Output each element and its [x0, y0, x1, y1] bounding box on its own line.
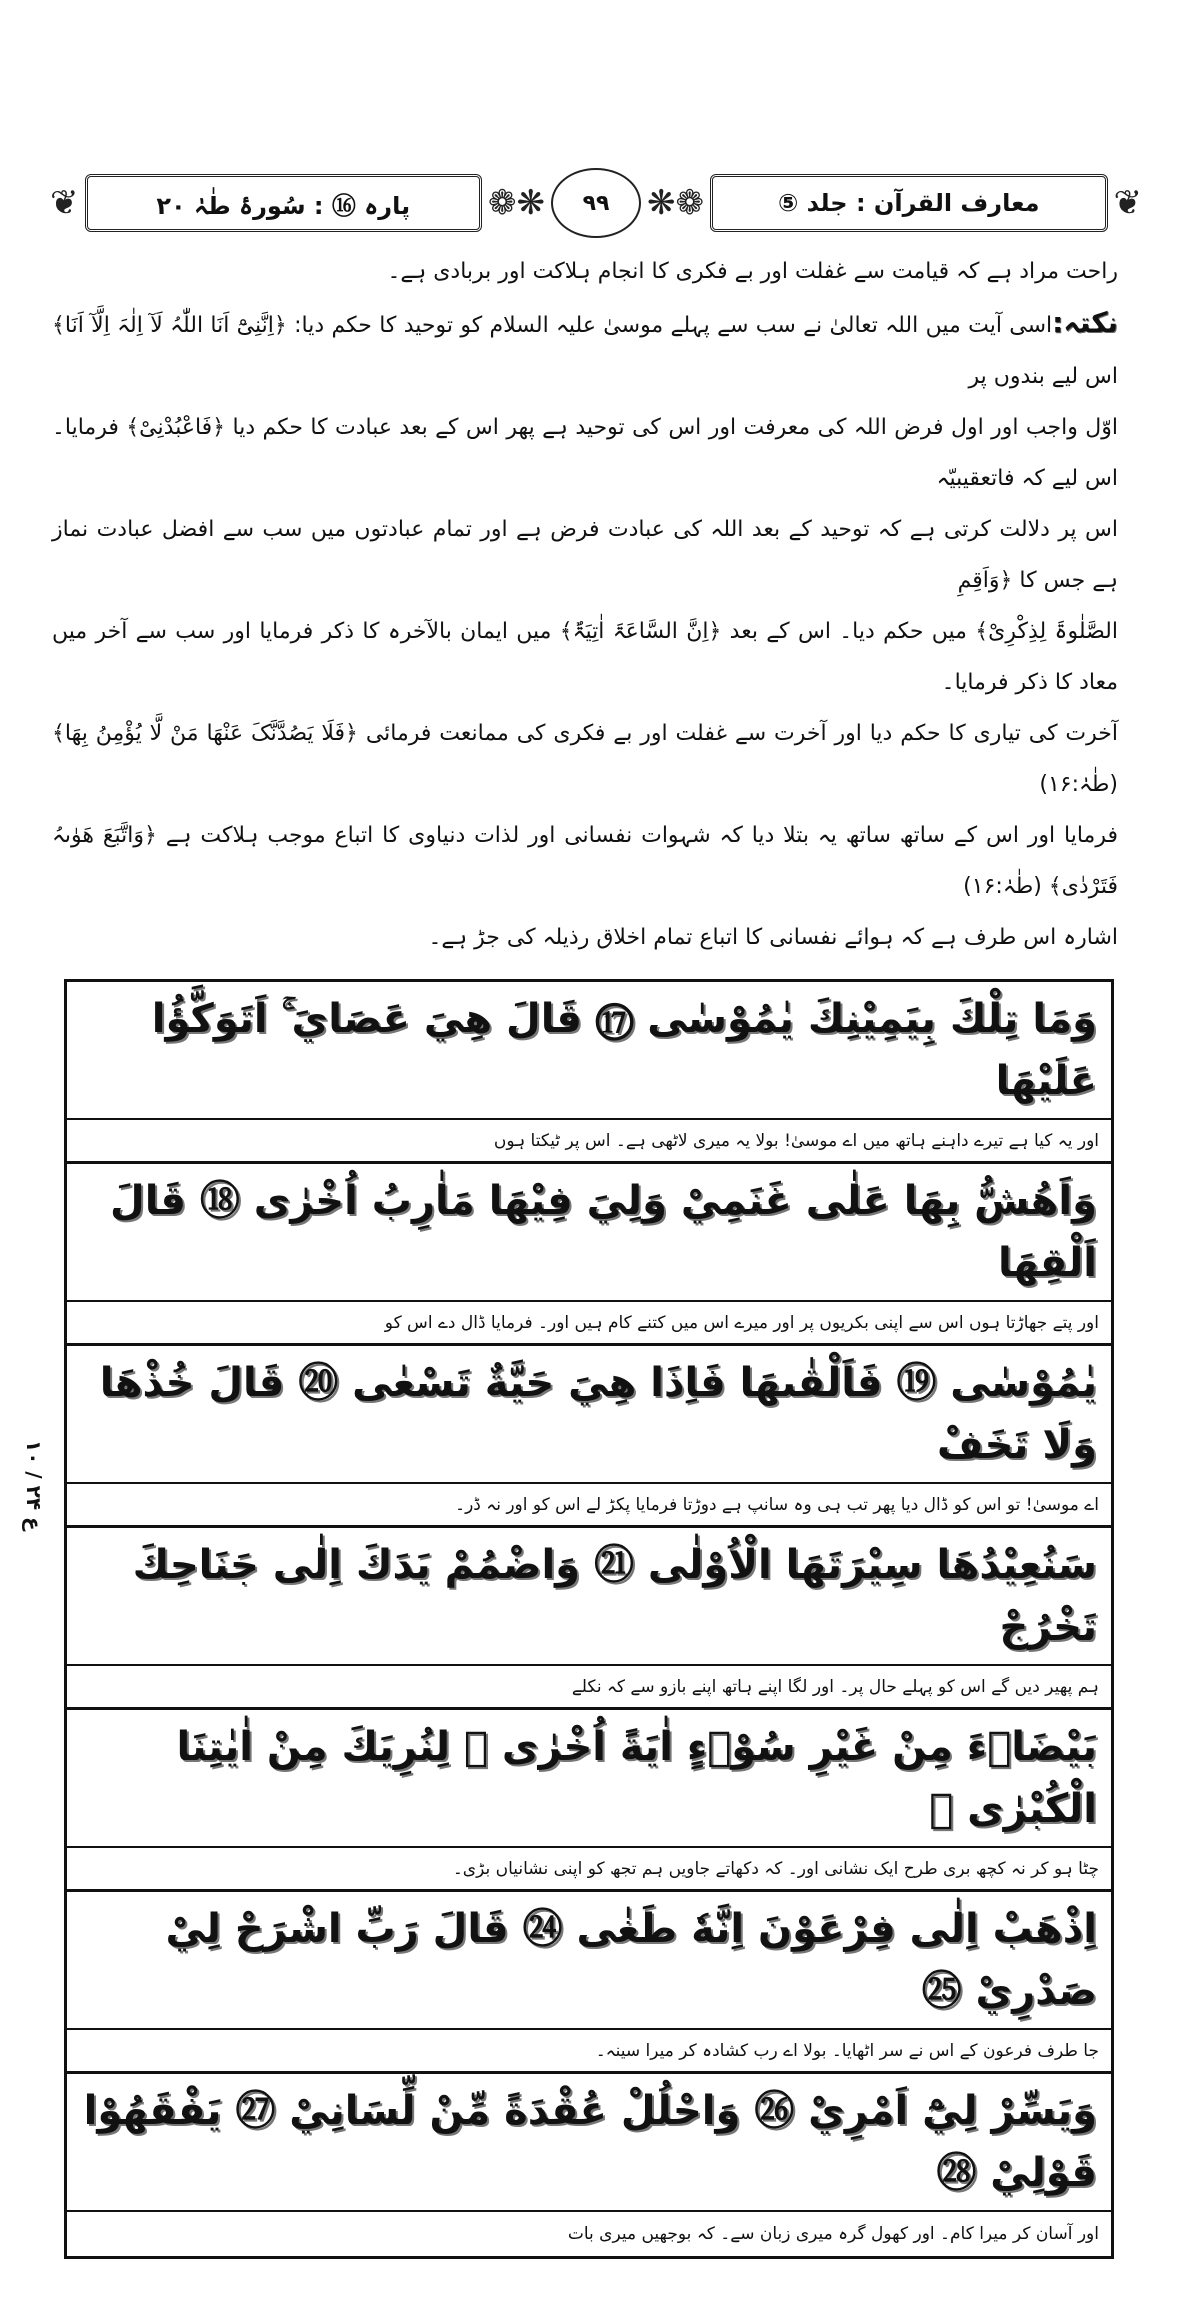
text-line: [52, 297, 1118, 402]
text-line: اشارہ اس طرف ہے کہ ہوائے نفسانی کا اتباع تمام اخلاق رذیلہ کی جڑ ہے۔: [428, 925, 1118, 950]
arabic-verse-row: سَنُعِيْدُهَا سِيْرَتَهَا الْاُوْلٰى ㉑ وَاضْمُمْ يَدَكَ اِلٰى جَنَاحِكَ تَخْرُجْ: [67, 1528, 1111, 1666]
ruku-margin-note: ع ۲۴ / ۱۰: [22, 1440, 46, 1531]
page-header: [50, 168, 1142, 238]
page-number: ۹۹: [551, 168, 641, 238]
text-line: اس پر دلالت کرتی ہے کہ توحید کے بعد اللہ کی عبادت فرض ہے اور تمام عبادتوں میں سب سے افضل عبادت نماز ہے جس کا ﴿وَاَقِمِ: [52, 517, 1118, 593]
para-surah-label: پارہ ⑯ : سُورۂ طٰہٰ ۲۰: [85, 174, 483, 232]
floral-ornament-icon: ❋❁: [647, 183, 704, 223]
translation-row: چٹا ہو کر نہ کچھ بری طرح ایک نشانی اور۔ کہ دکھاتے جاویں ہم تجھ کو اپنی نشانیاں بڑی۔: [67, 1848, 1111, 1892]
arabic-verse-row: اِذْهَبْ اِلٰى فِرْعَوْنَ اِنَّهٗ طَغٰى ㉔ قَالَ رَبِّ اشْرَحْ لِيْ صَدْرِيْ ㉕: [67, 1892, 1111, 2030]
translation-row: اور پتے جھاڑتا ہوں اس سے اپنی بکریوں پر اور میرے اس میں کتنے کام ہیں اور۔ فرمایا ڈال دے اس کو: [67, 1302, 1111, 1346]
nukta-heading: نکتہ:: [1052, 306, 1118, 339]
commentary-text: [52, 246, 1118, 963]
text-line: اوّل واجب اور اول فرض اللہ کی معرفت اور اس کی توحید ہے پھر اس کے بعد عبادت کا حکم دیا ﴿فَاعْبُدْنِیْ﴾ فرمایا۔ اس لیے کہ فاتعقیبیّہ: [52, 415, 1118, 491]
translation-row: اور یہ کیا ہے تیرے داہنے ہاتھ میں اے موسیٰ! بولا یہ میری لاٹھی ہے۔ اس پر ٹیکتا ہوں: [67, 1120, 1111, 1164]
text-line: فرمایا اور اس کے ساتھ ساتھ یہ بتلا دیا کہ شہوات نفسانی اور لذات دنیاوی کا اتباع موجب ہلاکت ہے ﴿وَاتَّبَعَ ھَوٰىہُ فَتَرْدٰی﴾ (طٰہٰ:۱۶): [52, 823, 1118, 899]
text-line-content: اسی آیت میں اللہ تعالیٰ نے سب سے پہلے موسیٰ علیہ السلام کو توحید کا حکم دیا: ﴿اِنَّنِیْٓ اَنَا اللّٰہُ لَآ اِلٰہَ اِلَّآ اَنَا﴾ اس لیے بندوں پر: [52, 313, 1118, 389]
translation-row: اور آسان کر میرا کام۔ اور کھول گرہ میری زبان سے۔ کہ بوجھیں میری بات: [567, 2224, 1099, 2244]
translation-row: ہم پھیر دیں گے اس کو پہلے حال پر۔ اور لگا اپنے ہاتھ اپنے بازو سے کہ نکلے: [67, 1666, 1111, 1710]
arabic-verse-row: وَيَسِّرْ لِيْٓ اَمْرِيْ ㉖ وَاحْلُلْ عُقْدَةً مِّنْ لِّسَانِيْ ㉗ يَفْقَهُوْا قَوْلِيْ ㉘: [67, 2074, 1111, 2212]
ornament-right-icon: ❦: [1113, 183, 1142, 223]
ornament-left-icon: ❦: [50, 183, 79, 223]
arabic-verse-row: وَاَهُشُّ بِهَا عَلٰى غَنَمِيْ وَلِيَ فِيْهَا مَاٰرِبُ اُخْرٰى ⑱ قَالَ اَلْقِهَا: [67, 1164, 1111, 1302]
arabic-verse-row: وَمَا تِلْكَ بِيَمِيْنِكَ يٰمُوْسٰى ⑰ قَالَ هِيَ عَصَايَ ۚ اَتَوَكَّؤُا عَلَيْهَا: [67, 982, 1111, 1120]
text-line: الصَّلٰوۃَ لِذِکْرِیْ﴾ میں حکم دیا۔ اس کے بعد ﴿اِنَّ السَّاعَۃَ اٰتِیَۃٌ﴾ میں ایمان بالآخرہ کا ذکر فرمایا اور سب سے آخر میں معاد کا ذکر فرمایا۔: [52, 619, 1118, 695]
translation-row: جا طرف فرعون کے اس نے سر اٹھایا۔ بولا اے رب کشادہ کر میرا سینہ۔: [67, 2030, 1111, 2074]
text-line: راحت مراد ہے کہ قیامت سے غفلت اور بے فکری کا انجام ہلاکت اور بربادی ہے۔: [387, 259, 1118, 284]
arabic-verse-row: بَيْضَاۤءَ مِنْ غَيْرِ سُوْۤءٍ اٰيَةً اُخْرٰى ㉒ لِنُرِيَكَ مِنْ اٰيٰتِنَا الْكُبْرٰى ㉓: [67, 1710, 1111, 1848]
text-line: آخرت کی تیاری کا حکم دیا اور آخرت سے غفلت اور بے فکری کی ممانعت فرمائی ﴿فَلَا یَصُدَّنَّکَ عَنْھَا مَنْ لَّا یُؤْمِنُ بِھَا﴾ (طٰہٰ:۱۶): [52, 721, 1118, 797]
translation-row: اے موسیٰ! تو اس کو ڈال دیا پھر تب ہی وہ سانپ ہے دوڑتا فرمایا پکڑ لے اس کو اور نہ ڈر۔: [67, 1484, 1111, 1528]
book-title: معارف القرآن : جلد ⑤: [710, 174, 1108, 232]
quran-verses-box: [64, 979, 1114, 2259]
arabic-verse-row: يٰمُوْسٰى ⑲ فَاَلْقٰىهَا فَاِذَا هِيَ حَيَّةٌ تَسْعٰى ⑳ قَالَ خُذْهَا وَلَا تَخَفْ: [67, 1346, 1111, 1484]
floral-ornament-icon: ❁❋: [488, 183, 545, 223]
